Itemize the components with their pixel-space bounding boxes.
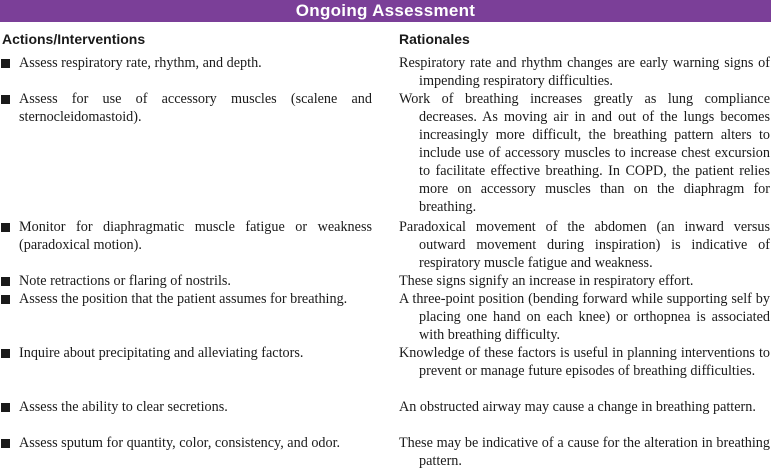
action-text: Assess for use of accessory muscles (scalene and sternocleidomastoid). (19, 91, 372, 125)
square-bullet-icon (1, 59, 10, 68)
column-header-rationales: Rationales (399, 31, 470, 47)
action-cell (0, 90, 372, 126)
square-bullet-icon (1, 223, 10, 232)
square-bullet-icon (1, 439, 10, 448)
action-cell (0, 290, 372, 308)
rationale-text: Paradoxical movement of the abdomen (an inward versus outward movement during inspiration) is indicative of respiratory muscle fatigue and weakness. (399, 219, 770, 271)
rationale-text: Knowledge of these factors is useful in planning interventions to prevent or manage future episodes of breathing difficulties. (399, 345, 770, 379)
rationale-text: An obstructed airway may cause a change in breathing pattern. (399, 399, 756, 415)
rationale-text: These may be indicative of a cause for the alteration in breathing pattern. (399, 435, 770, 469)
square-bullet-icon (1, 95, 10, 104)
action-cell (0, 434, 372, 452)
action-text: Assess the ability to clear secretions. (19, 399, 228, 415)
square-bullet-icon (1, 349, 10, 358)
action-cell (0, 398, 372, 416)
section-title: Ongoing Assessment (295, 1, 476, 20)
rationale-text: A three-point position (bending forward while supporting self by placing one hand on each knee) or orthopnea is associated with breathing difficulty. (399, 291, 770, 343)
rationale-text: These signs signify an increase in respiratory effort. (399, 273, 694, 289)
square-bullet-icon (1, 277, 10, 286)
action-text: Inquire about precipitating and alleviating factors. (19, 345, 304, 361)
square-bullet-icon (1, 295, 10, 304)
action-text: Assess the position that the patient assumes for breathing. (19, 291, 348, 307)
section-title-banner (0, 0, 771, 22)
action-cell (0, 218, 372, 254)
action-cell (0, 54, 372, 72)
column-header-actions: Actions/Interventions (2, 31, 146, 47)
square-bullet-icon (1, 403, 10, 412)
action-cell (0, 344, 372, 362)
action-text: Assess respiratory rate, rhythm, and depth. (19, 55, 262, 71)
rationale-text: Respiratory rate and rhythm changes are early warning signs of impending respiratory difficulties. (399, 55, 770, 89)
rationale-text: Work of breathing increases greatly as lung compliance decreases. As moving air in and out of the lungs becomes increasingly more difficult, the breathing pattern alters to include use of accessory muscles to increase chest excursion to facilitate effective breathing. In COPD, the patient relies more on accessory muscles than on the diaphragm for breathing. (399, 91, 770, 215)
action-text: Note retractions or flaring of nostrils. (19, 273, 231, 289)
action-text: Monitor for diaphragmatic muscle fatigue or weakness (paradoxical motion). (19, 219, 372, 253)
action-cell (0, 272, 372, 290)
action-text: Assess sputum for quantity, color, consistency, and odor. (19, 435, 341, 451)
